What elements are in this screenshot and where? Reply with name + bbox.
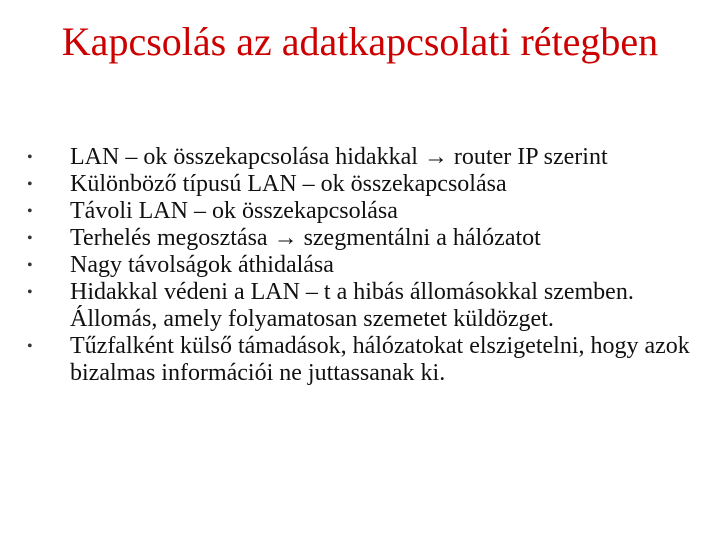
bullet-icon: • bbox=[27, 176, 33, 193]
bullet-text: Távoli LAN – ok összekapcsolása bbox=[70, 198, 398, 224]
bullet-text: Terhelés megosztása → szegmentálni a hálózatot bbox=[70, 225, 541, 251]
bullet-icon: • bbox=[27, 230, 33, 247]
bullet-text: Nagy távolságok áthidalása bbox=[70, 252, 334, 278]
bullet-icon: • bbox=[27, 149, 33, 166]
bullet-icon: • bbox=[27, 338, 33, 355]
bullet-icon: • bbox=[27, 284, 33, 301]
bullet-text: Hidakkal védeni a LAN – t a hibás állomásokkal szemben. Állomás, amely folyamatosan szemetet küldözget. bbox=[70, 279, 634, 332]
bullet-icon: • bbox=[27, 257, 33, 274]
bullet-text: LAN – ok összekapcsolása hidakkal → router IP szerint bbox=[70, 144, 608, 170]
bullet-list bbox=[20, 144, 710, 387]
slide-title: Kapcsolás az adatkapcsolati rétegben bbox=[61, 19, 659, 64]
bullet-item bbox=[20, 171, 710, 198]
bullet-text: Tűzfalként külső támadások, hálózatokat elszigetelni, hogy azok bizalmas információi ne juttassanak ki. bbox=[70, 333, 690, 386]
bullet-item bbox=[20, 333, 710, 387]
bullet-item bbox=[20, 279, 710, 333]
bullet-item bbox=[20, 198, 710, 225]
bullet-text: Különböző típusú LAN – ok összekapcsolása bbox=[70, 171, 507, 197]
bullet-item bbox=[20, 144, 710, 171]
bullet-item bbox=[20, 252, 710, 279]
bullet-item bbox=[20, 225, 710, 252]
bullet-icon: • bbox=[27, 203, 33, 220]
